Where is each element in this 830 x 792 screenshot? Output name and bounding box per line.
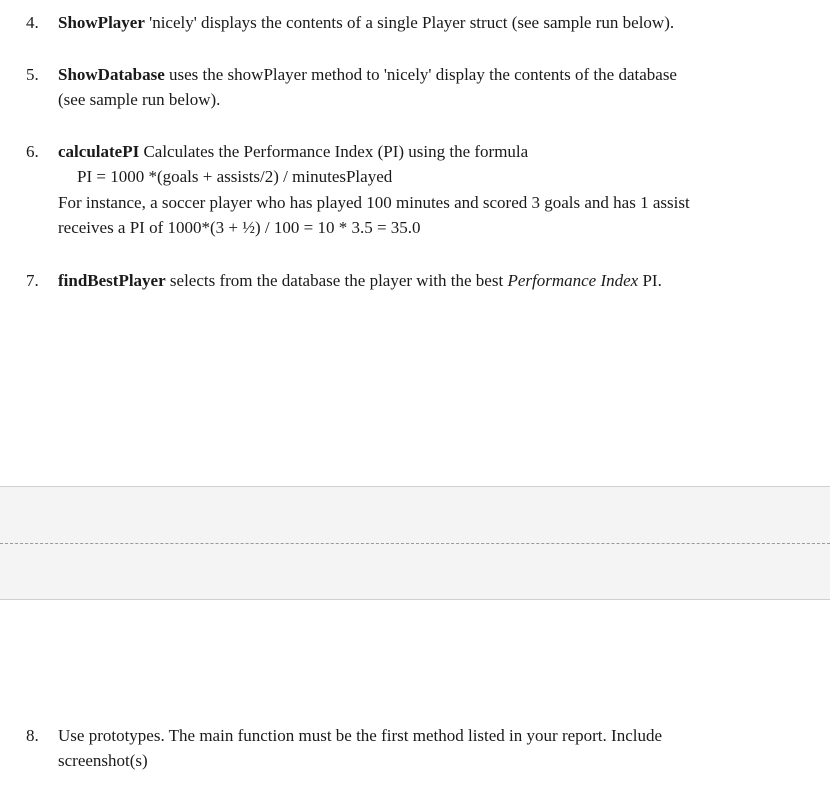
example-line-2: receives a PI of 1000*(3 + ½) / 100 = 10 * 3.5 = 35.0 [58, 218, 421, 237]
item-4-text: 'nicely' displays the contents of a single Player struct (see sample run below). [144, 13, 675, 32]
item-number: 4. [26, 13, 39, 32]
item-5-line-2: (see sample run below). [58, 90, 221, 109]
item-number: 8. [26, 726, 39, 745]
item-5-text: uses the showPlayer method to 'nicely' display the contents of the database [164, 65, 677, 84]
item-8-line-1: Use prototypes. The main function must be the first method listed in your report. Include [58, 726, 663, 745]
page-break-divider [0, 543, 830, 544]
item-7-line [58, 268, 662, 293]
item-8-line-2: screenshot(s) [58, 751, 148, 770]
item-5-line-1 [58, 62, 677, 87]
page-break-band [0, 486, 830, 600]
pi-formula: PI = 1000 *(goals + assists/2) / minutesPlayed [77, 167, 393, 186]
example-line-1: For instance, a soccer player who has played 100 minutes and scored 3 goals and has 1 assist [58, 193, 690, 212]
item-6-line-1 [58, 139, 528, 164]
item-6-text: Calculates the Performance Index (PI) using the formula [139, 142, 529, 161]
method-name: findBestPlayer [58, 271, 166, 290]
item-number: 6. [26, 142, 39, 161]
item-4-line [58, 10, 674, 35]
item-7-text-end: PI. [638, 271, 662, 290]
performance-index-emphasis: Performance Index [507, 271, 639, 290]
item-number: 7. [26, 271, 39, 290]
method-name: calculatePI [58, 142, 140, 161]
item-number: 5. [26, 65, 39, 84]
item-7-text: selects from the database the player with the best [165, 271, 508, 290]
method-name: ShowDatabase [58, 65, 165, 84]
method-name: ShowPlayer [58, 13, 145, 32]
